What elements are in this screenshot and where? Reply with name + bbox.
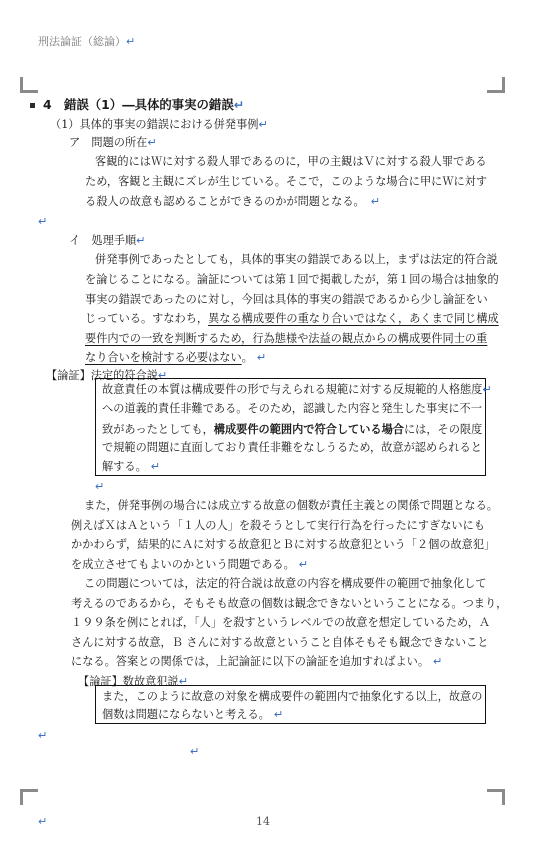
paragraph-mark: ↵ [298,558,309,571]
item-i-line-1: 併発事例であったとしても，具体的事実の錯誤である以上，まずは法定的符合説 [95,253,498,266]
paragraph-mark: ↵ [370,195,381,208]
ronsho-1-line-5 [102,457,160,477]
paragraph-mark: ↵ [147,136,157,149]
item-i-title-text: イ 処理手順 [69,234,137,247]
item-i-line-6 [85,348,266,368]
crop-mark-bottom-right-h [487,789,505,792]
item-a-line-2: ため，客観と主観にズレが生じている。そこで，このような場合に甲にＷに対す [85,175,488,188]
item-i-line-5: 要件内での一致を判断するため，行為態様や法益の観点からの構成要件同士の重 [85,332,488,345]
ronsho-1-line-1 [102,380,492,400]
paragraph-mark: ↵ [157,369,168,382]
empty-paragraph-mark: ↵ [95,480,105,493]
ronsho-1-line-3-post: には，その限度 [403,423,483,436]
ronsho-2-label-text: 【論証】数故意犯説 [78,675,179,688]
underlined-emphasis: 異なる構成要件の重なり合いではなく，あくまで同じ構成 [208,312,499,325]
paragraph-mark: ↵ [433,655,443,668]
bold-emphasis: 構成要件の範囲内で符合している場合 [213,422,404,436]
item-a-line-1: 客観的にはＷに対する殺人罪であるのに，甲の主観はＶに対する殺人罪である [95,155,487,168]
section-heading [30,95,244,113]
para-3-line-4: さんに対する故意，Ｂ さんに対する故意ということ自体そもそも観念できないこと [71,636,489,649]
item-i-line-3: 事実の錯誤であったのに対し，今回は具体的事実の錯誤であるから少し論証をい [85,293,488,306]
item-a-title-text: ア 問題の所在 [69,136,148,149]
ronsho-1-line-2: への道義的責任非難である。そのため，認識した内容と発生した事実に不一 [102,402,482,415]
page-number: 14 [256,815,270,828]
paragraph-mark: ↵ [273,708,284,721]
underlined-emphasis-end: なり合いを検討する必要はない [85,351,242,364]
subsection-title [50,115,268,135]
para-3-line-1: この問題については，法定的符合説は故意の内容を構成要件の範囲で抽象化して [84,577,487,590]
paragraph-mark: ↵ [258,118,268,131]
para-3-line-5-text: になる。答案との関係では，上記論証に以下の論証を追加すればよい。 [71,655,430,668]
para-2-line-4 [71,555,308,575]
header-title: 刑法論証（総論） [38,35,126,48]
subsection-title-text: （1）具体的事実の錯誤における併発事例 [50,118,259,131]
paragraph-mark: ↵ [150,460,161,473]
para-3-line-5 [71,652,442,672]
ronsho-1-label-text: 【論証】法定的符合説 [46,369,158,382]
empty-paragraph-mark: ↵ [190,745,200,758]
ronsho-2-line-2 [102,705,283,725]
crop-mark-bottom-left-h [20,789,38,792]
para-2-line-2: 例えばＸはＡという「１人の人」を殺そうとして実行行為を行ったにすぎないにも [71,519,485,532]
item-i-title [69,231,146,251]
empty-paragraph-mark: ↵ [38,215,48,228]
ronsho-1-line-4: で規範の問題に直面しており責任非難をなしうるため，故意が認められると [102,441,482,454]
ronsho-1-line-1-text: 故意責任の本質は構成要件の形で与えられる規範に対する反規範的人格態度 [102,383,483,396]
heading-text: 4 錯誤（1）―具体的事実の錯誤 [43,97,234,112]
paragraph-mark: ↵ [233,97,245,112]
ronsho-1-line-3-pre: 致があったとしても， [102,423,214,436]
item-a-line-3-text: る殺人の故意も認めることができるのかが問題となる。 [85,195,365,208]
para-3-line-2: 考えるのであるから，そもそも故意の個数は観念できないということになる。つまり， [71,597,508,610]
crop-mark-top-left-h [20,90,38,93]
empty-paragraph-mark: ↵ [38,729,48,742]
bullet-icon [30,103,35,108]
running-header [38,33,135,49]
item-i-line-2: を論じることになる。論証については第１回で掲載したが，第１回の場合は抽象的 [85,273,499,286]
paragraph-mark: ↵ [178,675,189,688]
paragraph-mark: ↵ [126,35,136,48]
paragraph-mark: ↵ [256,351,267,364]
ronsho-1-line-5-text: 解する。 [102,460,147,473]
para-2-line-4-text: を成立させてもよいのかという問題である。 [71,558,295,571]
item-a-line-3 [85,192,380,212]
para-2-line-1: また，併発事例の場合には成立する故意の個数が責任主義との関係で問題となる。 [84,499,498,512]
item-a-title [69,133,157,153]
para-3-line-3: １９９条を例にとれば，「人」を殺すというレベルでの故意を想定しているため，Ａ [71,616,491,629]
ronsho-2-line-2-text: 個数は問題にならないと考える。 [102,708,270,721]
paragraph-mark: ↵ [482,383,492,396]
item-i-line-4-pre: じっている。すなわち， [85,312,209,325]
crop-mark-top-right-h [487,90,505,93]
item-i-line-6-end: 。 [241,351,253,364]
item-i-line-4 [85,309,499,329]
ronsho-2-line-1: また，このように故意の対象を構成要件の範囲内で抽象化する以上，故意の [102,690,483,703]
ronsho-1-line-3 [102,419,482,440]
paragraph-mark: ↵ [136,234,146,247]
footer-paragraph-mark: ↵ [38,815,48,828]
para-2-line-3: かかわらず，結果的にＡに対する故意犯とＢに対する故意犯という「２個の故意犯」 [71,538,496,551]
